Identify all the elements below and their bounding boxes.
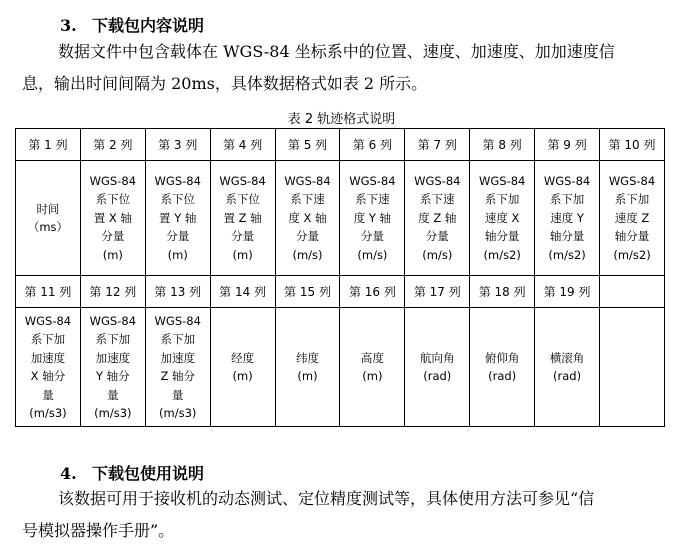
desc-line: 分量: [166, 229, 190, 244]
section-4-line-2: 号模拟器操作手册”。: [22, 521, 175, 540]
desc-line: 高度: [360, 350, 384, 365]
section-4-title: 下载包使用说明: [92, 464, 205, 483]
desc-line: 系下加: [160, 332, 195, 346]
column-desc-cell: [600, 161, 665, 276]
column-desc-cell: [470, 161, 535, 276]
desc-line: 系下加: [484, 192, 520, 207]
desc-line: WGS-84: [154, 173, 201, 188]
desc-line: (rad): [553, 369, 582, 383]
section-4-line-1: 该数据可用于接收机的动态测试、定位精度测试等，具体使用方法可参见“信: [58, 489, 595, 508]
column-desc-cell: [275, 308, 340, 427]
column-desc-cell: [80, 161, 145, 276]
desc-line: WGS-84: [608, 173, 656, 188]
desc-line: (m): [232, 369, 253, 383]
section-3-line-1: 数据文件中包含载体在 WGS-84 坐标系中的位置、速度、加速度、加加速度信: [58, 42, 615, 61]
desc-line: WGS-84: [89, 313, 137, 328]
desc-line: (m): [102, 247, 123, 262]
desc-line: (m): [167, 247, 188, 262]
column-desc-cell: [210, 161, 275, 276]
column-header: 第 15 列: [275, 276, 340, 308]
column-desc-cell: [80, 308, 145, 427]
desc-line: (m/s): [357, 247, 388, 262]
column-desc-cell: [340, 308, 405, 427]
desc-line: 系下位: [160, 192, 195, 207]
column-header: 第 9 列: [535, 129, 600, 161]
desc-line: 分量: [296, 229, 319, 244]
desc-line: 轴分量: [614, 229, 650, 244]
desc-line: 系下加: [95, 332, 131, 346]
table-desc-row-2: [16, 308, 665, 427]
column-desc-cell: [535, 161, 600, 276]
column-header: 第 11 列: [16, 276, 81, 308]
desc-line: WGS-84: [219, 173, 266, 188]
table-desc-row-1: [16, 161, 665, 276]
section-4-number: 4.: [60, 464, 77, 483]
desc-line: (rad): [488, 369, 517, 383]
desc-line: 度 Y 轴: [353, 210, 392, 225]
desc-line: WGS-84: [154, 313, 201, 328]
section-3-paragraph: [22, 36, 662, 100]
column-header: 第 13 列: [145, 276, 210, 308]
desc-line: 置 Z 轴: [223, 210, 262, 225]
desc-line: 速度 Y: [550, 210, 584, 225]
desc-line: 分量: [425, 229, 449, 244]
desc-line: (m/s): [292, 247, 323, 262]
column-desc-cell: [470, 308, 535, 427]
column-desc-cell: [275, 161, 340, 276]
desc-line: (m/s3): [29, 406, 67, 420]
desc-line: (m): [297, 369, 318, 383]
section-3-title: 下载包内容说明: [92, 16, 205, 35]
desc-line: (m): [232, 247, 253, 262]
desc-line: 经度: [231, 350, 255, 365]
table-caption: 表 2 轨迹格式说明: [287, 112, 396, 127]
desc-line: 系下位: [95, 192, 131, 207]
desc-line: 分量: [231, 229, 255, 244]
column-desc-cell: [535, 308, 600, 427]
desc-line: WGS-84: [284, 173, 331, 188]
desc-line: 轴分量: [484, 229, 520, 244]
desc-line: (m/s2): [613, 247, 651, 262]
section-3-heading: [60, 13, 204, 36]
desc-line: WGS-84: [414, 173, 461, 188]
column-header: 第 4 列: [210, 129, 275, 161]
column-desc-cell: [210, 308, 275, 427]
column-header: 第 16 列: [340, 276, 405, 308]
section-4-heading: [60, 461, 204, 484]
desc-line: 横滚角: [549, 350, 585, 365]
column-header: 第 18 列: [470, 276, 535, 308]
column-desc-cell: [16, 161, 81, 276]
column-header: 第 17 列: [405, 276, 470, 308]
section-4-paragraph: [22, 483, 662, 547]
desc-line: WGS-84: [349, 173, 396, 188]
desc-line: 系下速: [290, 192, 325, 207]
column-header: 第 14 列: [210, 276, 275, 308]
desc-line: WGS-84: [24, 313, 72, 328]
column-desc-cell: [405, 161, 470, 276]
desc-line: 速度 X: [484, 210, 520, 225]
desc-line: 速度 Z: [614, 210, 650, 225]
desc-line: 系下速: [355, 192, 390, 207]
desc-line: WGS-84: [543, 173, 591, 188]
desc-line: 加速度: [160, 350, 195, 365]
column-header: 第 10 列: [600, 129, 665, 161]
column-header: 第 8 列: [470, 129, 535, 161]
desc-line: 时间: [36, 201, 60, 216]
column-desc-cell: [145, 308, 210, 427]
desc-line: 系下加: [30, 332, 66, 346]
trajectory-format-table: [15, 128, 665, 427]
section-3-line-2: 息，输出时间间隔为 20ms，具体数据格式如表 2 所示。: [22, 74, 428, 93]
column-desc-cell: [16, 308, 81, 427]
desc-line: (m/s): [422, 247, 453, 262]
desc-line: WGS-84: [89, 173, 137, 188]
desc-line: 航向角: [420, 350, 455, 365]
desc-line: 系下加: [614, 192, 650, 207]
desc-line: (m): [362, 369, 383, 383]
column-header: 第 6 列: [340, 129, 405, 161]
desc-line: 加速度: [95, 350, 131, 365]
desc-line: 置 X 轴: [93, 210, 132, 225]
desc-line: 分量: [360, 229, 384, 244]
desc-line: (m/s2): [548, 247, 586, 262]
desc-line: Y 轴分: [95, 369, 130, 383]
column-header: 第 12 列: [80, 276, 145, 308]
column-desc-cell: [405, 308, 470, 427]
desc-line: 系下加: [549, 192, 585, 207]
table-header-row-1: [16, 129, 665, 161]
section-3-number: 3.: [60, 16, 77, 35]
desc-line: 系下位: [225, 192, 260, 207]
column-header-empty: [600, 276, 665, 308]
column-desc-cell-empty: [600, 308, 665, 427]
desc-line: 纬度: [296, 350, 319, 365]
column-header: 第 3 列: [145, 129, 210, 161]
desc-line: 度 Z 轴: [418, 210, 457, 225]
desc-line: 加速度: [30, 350, 66, 365]
desc-line: （ms）: [27, 220, 69, 234]
column-header: 第 5 列: [275, 129, 340, 161]
desc-line: 分量: [101, 229, 125, 244]
desc-line: (m/s2): [483, 247, 521, 262]
desc-line: 量: [42, 387, 54, 402]
desc-line: 量: [171, 387, 184, 402]
desc-line: 度 X 轴: [288, 210, 327, 225]
column-header: 第 1 列: [16, 129, 81, 161]
desc-line: (m/s3): [94, 406, 132, 420]
desc-line: WGS-84: [478, 173, 526, 188]
column-header: 第 2 列: [80, 129, 145, 161]
desc-line: 量: [107, 387, 119, 402]
desc-line: 系下速: [420, 192, 455, 207]
column-header: 第 7 列: [405, 129, 470, 161]
desc-line: 俯仰角: [484, 350, 520, 365]
column-desc-cell: [145, 161, 210, 276]
table-header-row-2: [16, 276, 665, 308]
desc-line: Z 轴分: [160, 369, 195, 383]
desc-line: 轴分量: [549, 229, 585, 244]
desc-line: 置 Y 轴: [159, 210, 197, 225]
desc-line: (m/s3): [159, 406, 197, 420]
column-header: 第 19 列: [535, 276, 600, 308]
desc-line: X 轴分: [30, 369, 66, 383]
column-desc-cell: [340, 161, 405, 276]
desc-line: (rad): [423, 369, 452, 383]
